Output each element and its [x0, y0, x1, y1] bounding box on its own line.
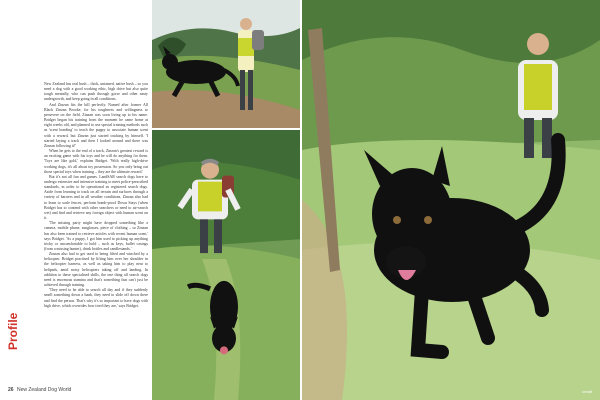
- article-paragraph: But it's not all fun and games. LandSAR search dogs have to undergo extensive and intensive training to meet police-prescribed standards, in order to be operational as registered search dogs. Aside from learning to track on all terrain and surfaces through a variety of barriers and in all weather conditions, Zinzan also had to learn to scale fences, perform bomb-proof Down Stays (when Bridget has to contend with other searchers or need to air-search wet) and find and retrieve any foreign object with human scent on it.: [44, 174, 148, 221]
- photo-credit: credit: [582, 389, 592, 394]
- article-paragraph: 'The missing party might have dropped something like a camera, mobile phone, sunglasses, piece of clothing – so Zinzan has also been trained to retrieve articles with recent human scent,' says Bridget. 'As a puppy, I got him used to picking up anything tricky or uncomfortable to hold – such as keys, bullet casings (from a missing hunter), drink bottles and candlestands.': [44, 221, 148, 251]
- article-paragraph: New Zealand has real bush – thick, untamed, native bush – so you need a dog with a good working ethic, high drive but also quite tough mentally, who can push through gorse and other nasty undergrowth, and keep going in all conditions.: [44, 82, 148, 102]
- article-paragraph: When he gets to the end of a track, Zinzan's greatest reward is an exciting game with his toys and he will do anything for them. 'Toys are like gold,' explains Bridget. 'With really high-drive working dogs, it's all about toy possession. So you only bring out those special toys when training – they are the ultimate reward.': [44, 149, 148, 174]
- article-body: [44, 82, 148, 309]
- photo-dog-running: [300, 0, 600, 400]
- text-page: [0, 0, 152, 400]
- page-number: 26: [8, 387, 14, 393]
- section-title: Profile: [6, 312, 20, 350]
- photo-dog-leaping: [152, 0, 300, 128]
- photo-dog-running-image: [302, 0, 600, 400]
- folio: [8, 387, 71, 393]
- article-paragraph: Zinzan also had to get used to being lifted and winched by a helicopter. Bridget practised by lifting him over her shoulder in the helicopter harness, as well as taking him to play near to helipads, amid noisy helicopters taking off and landing. In addition to these specialised skills, the one thing all search dogs need is enormous stamina and that's something that can't just be achieved through training.: [44, 252, 148, 288]
- article-paragraph: And Zinzan fits the bill perfectly. Named after former All Black Zinzan Brooke, for his toughness and willingness to persevere on the field, Zinzan was soon living up to his name. Bridget began his training from the moment he came home at eight weeks old, and planned to use special training methods such as 'scent bonding' to teach the puppy to associate human scent with a reward, but Zinzan just started tracking by himself. 'I started laying a track and then I looked around and there was Zinzan following it!': [44, 102, 148, 148]
- photo-handler-track: [152, 128, 300, 400]
- publication-name: New Zealand Dog World: [16, 387, 72, 393]
- photo-dog-leaping-image: [152, 0, 300, 128]
- photo-handler-track-image: [152, 130, 300, 400]
- article-paragraph: 'They need to be able to search all day and if they suddenly smell something down a bank, they need to slide off down there and find the person. That's why it's so important to have dogs with high drive, which overrides how tired they are,' says Bridget.: [44, 288, 148, 308]
